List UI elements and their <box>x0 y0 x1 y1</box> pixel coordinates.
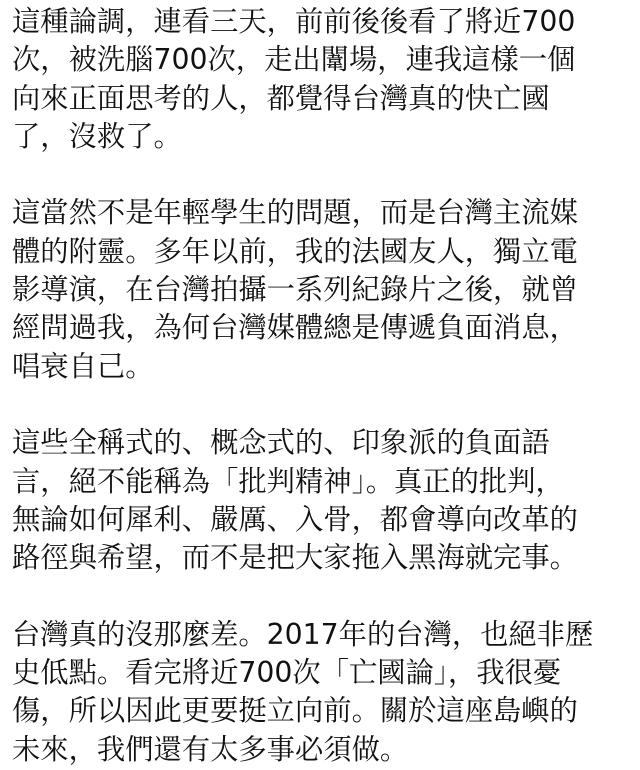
paragraph-gap <box>12 156 634 194</box>
paragraph-4 <box>12 616 634 769</box>
text-line: 未來，我們還有太多事必須做。 <box>12 732 409 766</box>
paragraph-gap <box>12 386 634 424</box>
text-line: 這當然不是年輕學生的問題，而是台灣主流媒 <box>12 196 578 230</box>
text-line: 這種論調，連看三天，前前後後看了將近700 <box>12 5 576 38</box>
text-line: 這些全稱式的、概念式的、印象派的負面語 <box>12 426 550 460</box>
paragraph-1 <box>12 0 634 156</box>
paragraph-2 <box>12 194 634 385</box>
paragraph-3 <box>12 424 634 577</box>
text-line: 向來正面思考的人，都覺得台灣真的快亡國 <box>12 81 550 115</box>
paragraph-gap <box>12 577 634 615</box>
post-body <box>12 0 634 769</box>
text-line: 路徑與希望，而不是把大家拖入黑海就完事。 <box>12 541 578 575</box>
text-line: 傷，所以因此更要挺立向前。關於這座島嶼的 <box>12 694 578 728</box>
text-line: 無論如何犀利、嚴厲、入骨，都會導向改革的 <box>12 502 578 536</box>
text-line: 台灣真的沒那麼差。2017年的台灣，也絕非歷 <box>12 617 594 651</box>
text-line: 體的附靈。多年以前，我的法國友人，獨立電 <box>12 234 578 268</box>
text-line: 史低點。看完將近700次「亡國論」，我很憂 <box>12 656 562 690</box>
text-line: 經問過我，為何台灣媒體總是傳遞負面消息， <box>12 311 578 345</box>
text-line: 唱衰自己。 <box>12 349 154 383</box>
text-line: 了，沒救了。 <box>12 119 182 153</box>
text-line: 影導演，在台灣拍攝一系列紀錄片之後，就曾 <box>12 273 578 307</box>
text-line: 言，絕不能稱為「批判精神」。真正的批判， <box>12 464 564 498</box>
text-line: 次，被洗腦700次，走出闈場，連我這樣一個 <box>12 43 576 77</box>
